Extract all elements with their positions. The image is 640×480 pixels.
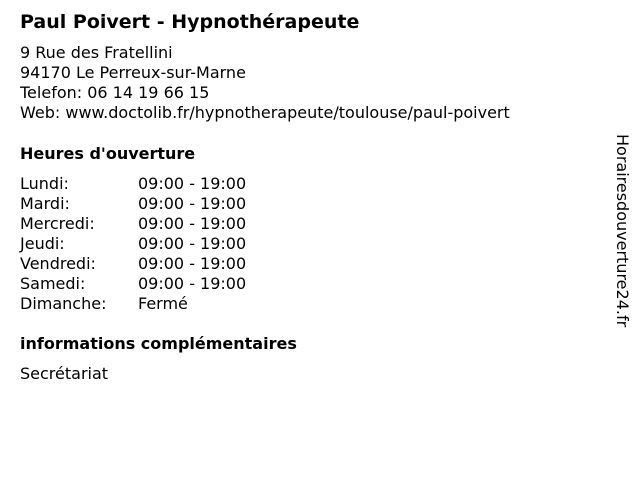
website: Web: www.doctolib.fr/hypnotherapeute/toulouse/paul-poivert [20,103,510,122]
hours-row-sunday [20,294,246,314]
hours-day: Dimanche: [20,294,107,313]
hours-time: 09:00 - 19:00 [138,254,247,273]
additional-info-text: Secrétariat [20,364,109,383]
address-line-2: 94170 Le Perreux-sur-Marne [20,63,246,82]
hours-row-saturday [20,274,246,294]
hours-row-friday [20,254,246,274]
hours-time: Fermé [138,294,188,313]
hours-day: Jeudi: [20,234,65,253]
hours-time: 09:00 - 19:00 [138,194,247,213]
hours-time: 09:00 - 19:00 [138,274,247,293]
hours-row-tuesday [20,194,246,214]
contact-block [20,43,510,123]
additional-info-heading: informations complémentaires [20,334,297,353]
hours-day: Mercredi: [20,214,95,233]
business-title: Paul Poivert - Hypnothérapeute [20,11,360,33]
hours-day: Vendredi: [20,254,96,273]
phone-number: Telefon: 06 14 19 66 15 [20,83,210,102]
site-watermark: Horairesdouverture24.fr [613,134,632,328]
opening-hours-table [20,174,246,314]
hours-time: 09:00 - 19:00 [138,214,247,233]
hours-time: 09:00 - 19:00 [138,174,247,193]
hours-day: Samedi: [20,274,86,293]
hours-row-monday [20,174,246,194]
hours-day: Lundi: [20,174,69,193]
address-line-1: 9 Rue des Fratellini [20,43,173,62]
hours-row-thursday [20,234,246,254]
opening-hours-heading: Heures d'ouverture [20,144,196,163]
hours-time: 09:00 - 19:00 [138,234,247,253]
hours-row-wednesday [20,214,246,234]
hours-day: Mardi: [20,194,70,213]
